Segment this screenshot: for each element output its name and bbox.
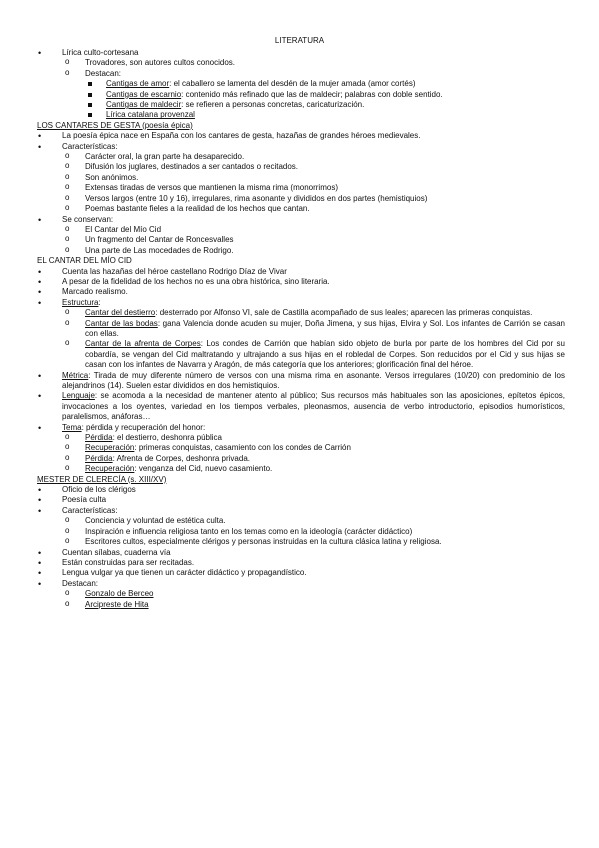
list-item: • A pesar de la fidelidad de los hechos no es una obra histórica, sino literaria. <box>37 277 565 287</box>
list-item: • Cuentan sílabas, cuaderna vía <box>37 548 565 558</box>
term: Pérdida <box>85 453 113 463</box>
term: Lenguaje <box>62 391 95 401</box>
term: Cantigas de amor <box>106 79 170 89</box>
sublist <box>86 79 565 121</box>
list-item <box>64 443 565 453</box>
list-item-text: Destacan: <box>62 578 99 588</box>
term: Tema <box>62 422 82 432</box>
definition: : primeras conquistas, casamiento con los condes de Carrión <box>134 443 351 453</box>
list-item <box>64 339 565 370</box>
definition: : Afrenta de Corpes, deshonra privada. <box>112 453 250 463</box>
list-item: o Difusión los juglares, destinados a ser cantados o recitados. <box>64 162 565 172</box>
term: Estructura <box>62 297 99 307</box>
list-item <box>64 308 565 318</box>
definition: : se refieren a personas concretas, caricaturización. <box>181 100 365 110</box>
list-item <box>64 589 565 599</box>
list-item <box>37 579 565 610</box>
definition: : el caballero se lamenta del desdén de la mujer amada (amor cortés) <box>169 79 416 89</box>
list-item-text: Se conservan: <box>62 214 114 224</box>
list-item: • Marcado realismo. <box>37 287 565 297</box>
list-item: o El Cantar del Mío Cid <box>64 225 565 235</box>
definition: : pérdida y recuperación del honor: <box>81 422 206 432</box>
list-item: o Trovadores, son autores cultos conocidos. <box>64 58 565 68</box>
list-item: • Poesía culta <box>37 495 565 505</box>
term: Cantar de las bodas <box>85 318 158 328</box>
term: Recuperación <box>85 443 135 453</box>
section-lirica <box>37 48 565 121</box>
sublist <box>64 152 565 214</box>
list-item: o Una parte de Las mocedades de Rodrigo. <box>64 246 565 256</box>
list-item: o Carácter oral, la gran parte ha desaparecido. <box>64 152 565 162</box>
list-item <box>64 600 565 610</box>
section-clerecia <box>37 485 565 610</box>
list-item: o Versos largos (entre 10 y 16), irregulares, rima asonante y divididos en dos partes (hemistiquios) <box>64 194 565 204</box>
list-item <box>64 69 565 121</box>
list-item: • La poesía épica nace en España con los cantares de gesta, hazañas de grandes héroes medievales. <box>37 131 565 141</box>
term: Lírica catalana provenzal <box>106 110 195 120</box>
author-name: Gonzalo de Berceo <box>85 589 154 599</box>
sublist <box>64 308 565 370</box>
section-cid <box>37 267 565 475</box>
list-item-text: Características: <box>62 141 118 151</box>
term: Métrica <box>62 370 89 380</box>
list-item: o Extensas tiradas de versos que mantienen la misma rima (monorrimos) <box>64 183 565 193</box>
list-item <box>86 90 565 100</box>
list-item <box>64 454 565 464</box>
term: Cantigas de escarnio <box>106 89 182 99</box>
list-item <box>37 423 565 475</box>
section-heading-cid: EL CANTAR DEL MÍO CID <box>37 256 132 266</box>
list-item: • Cuenta las hazañas del héroe castellano Rodrigo Díaz de Vivar <box>37 267 565 277</box>
list-item <box>86 79 565 89</box>
section-cantares <box>37 131 565 256</box>
definition: : el destierro, deshonra pública <box>112 433 222 443</box>
definition: : <box>98 297 101 307</box>
definition: : contenido más refinado que las de maldecir; palabras con doble sentido. <box>181 89 443 99</box>
list-item: o Son anónimos. <box>64 173 565 183</box>
list-item <box>37 142 565 215</box>
list-item <box>86 110 565 120</box>
section-heading-clerecia: MESTER DE CLERECÍA (s. XIII/XV) <box>37 474 167 484</box>
list-item-text: Características: <box>62 505 118 515</box>
list-item <box>37 298 565 371</box>
definition: : Los condes de Carrión que habían sido objeto de burla por parte de los hombres del Cid por su cobardía, se vengan del Cid maltratando y ultrajando a sus hijas en el robledal de Corpes. Son reducidos por el Cid y sus hijas se casan con los infantes de Navarra y Aragón, de más categoría que los anteriores; glorificación final del héroe. <box>85 339 566 370</box>
definition: : se acomoda a la necesidad de mantener atento al público; Sus recursos más habituales son las aposiciones, epítetos épicos, invocaciones a los oyentes, variedad en los tiempos verbales, pleonasmos, ausencia de verbo introductorio, episodios humorísticos, paralelismos, anáforas… <box>62 391 565 422</box>
sublist <box>64 516 565 547</box>
list-item: • Están construidas para ser recitadas. <box>37 558 565 568</box>
list-item <box>37 371 565 392</box>
sublist <box>64 433 565 475</box>
section-heading-cantares: LOS CANTARES DE GESTA (poesía épica) <box>37 120 193 130</box>
document-body <box>37 48 565 610</box>
definition: : desterrado por Alfonso VI, sale de Castilla acompañado de sus leales; aparecen las primeras conquistas. <box>155 308 533 318</box>
list-item <box>37 391 565 422</box>
term: Cantigas de maldecir <box>106 100 182 110</box>
term: Cantar de la afrenta de Corpes <box>85 339 201 349</box>
list-item <box>37 48 565 121</box>
list-item-text: Lírica culto-cortesana <box>62 48 139 57</box>
list-item: o Conciencia y voluntad de estética culta. <box>64 516 565 526</box>
list-item <box>37 215 565 257</box>
list-item <box>64 464 565 474</box>
list-item <box>37 506 565 548</box>
definition: : Tirada de muy diferente número de versos con una misma rima en asonante. Versos irregulares (10/20) con predominio de los alejandrinos (14). Suelen estar divididos en dos hemistiquios. <box>62 370 565 390</box>
sublist <box>64 589 565 610</box>
list-item: o Un fragmento del Cantar de Roncesvalles <box>64 235 565 245</box>
sublist <box>64 225 565 256</box>
list-item: • Lengua vulgar ya que tienen un carácter didáctico y propagandístico. <box>37 568 565 578</box>
term: Recuperación <box>85 464 135 474</box>
sublist <box>64 58 565 120</box>
term: Cantar del destierro <box>85 308 156 318</box>
list-item: o Poemas bastante fieles a la realidad de los hechos que cantan. <box>64 204 565 214</box>
definition: : gana Valencia donde acuden su mujer, Doña Jimena, y sus hijas, Elvira y Sol. Los infantes de Carrión se casan con ellas. <box>85 318 566 338</box>
list-item: • Oficio de los clérigos <box>37 485 565 495</box>
list-item: o Inspiración e influencia religiosa tanto en los temas como en la ideología (carácter didáctico) <box>64 527 565 537</box>
term: Pérdida <box>85 433 113 443</box>
page-title: LITERATURA <box>274 36 325 45</box>
list-item-text: Destacan: <box>85 68 122 78</box>
list-item: o Escritores cultos, especialmente clérigos y personas instruidas en la cultura clásica latina y religiosa. <box>64 537 565 547</box>
list-item <box>64 433 565 443</box>
author-name: Arcipreste de Hita <box>85 599 149 609</box>
definition: : venganza del Cid, nuevo casamiento. <box>134 464 273 474</box>
list-item <box>86 100 565 110</box>
list-item <box>64 319 565 340</box>
